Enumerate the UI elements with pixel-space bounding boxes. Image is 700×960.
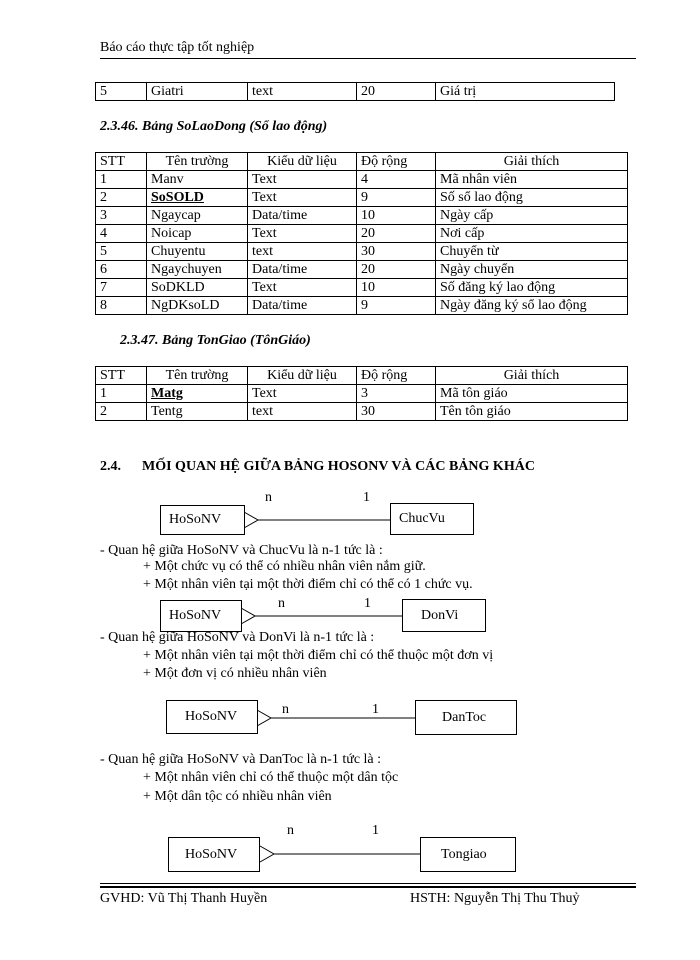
cell: Noicap [147, 225, 248, 243]
relation-bullet: + Một nhân viên tại một thời điểm chỉ có thể thuộc một đơn vị [143, 648, 494, 663]
relation-bullet: + Một đơn vị có nhiều nhân viên [143, 666, 327, 681]
cell: 9 [357, 189, 436, 207]
footer-student: HSTH: Nguyễn Thị Thu Thuỷ [410, 891, 580, 906]
cell: Text [248, 225, 357, 243]
cell: 30 [357, 403, 436, 421]
cell: Giatri [147, 83, 248, 101]
cardinality-1: 1 [363, 490, 370, 505]
page-header-title: Báo cáo thực tập tốt nghiệp [100, 40, 255, 55]
cell: Chuyển từ [436, 243, 628, 261]
cell: Số sổ lao động [436, 189, 628, 207]
cell: Data/time [248, 297, 357, 315]
cell: Giá trị [436, 83, 615, 101]
cardinality-1: 1 [372, 702, 379, 717]
primary-key-field: Matg [151, 386, 183, 401]
cardinality-1: 1 [372, 823, 379, 838]
column-header: Giải thích [436, 153, 628, 171]
cell: Ngaycap [147, 207, 248, 225]
cell: Tên tôn giáo [436, 403, 628, 421]
cell: Mã nhân viên [436, 171, 628, 189]
cell: Manv [147, 171, 248, 189]
cell: Tentg [147, 403, 248, 421]
column-header: STT [96, 367, 147, 385]
entity-box-donvi: DonVi [402, 599, 486, 632]
entity-box-hosonv: HoSoNV [160, 600, 242, 632]
cell: Ngày cấp [436, 207, 628, 225]
relation-description: - Quan hệ giữa HoSoNV và DonVi là n-1 tức là : [100, 630, 375, 645]
cell: Text [248, 189, 357, 207]
relation-bullet: + Một nhân viên chỉ có thể thuộc một dân tộc [143, 770, 399, 785]
cell: Ngaychuyen [147, 261, 248, 279]
entity-box-hosonv: HoSoNV [160, 505, 245, 535]
cell: NgDKsoLD [147, 297, 248, 315]
relation-description: - Quan hệ giữa HoSoNV và DanToc là n-1 tức là : [100, 752, 382, 767]
crowfoot-icon [241, 608, 255, 624]
crowfoot-icon [260, 846, 274, 862]
cell: Số đăng ký lao động [436, 279, 628, 297]
column-header: Kiểu dữ liệu [248, 367, 357, 385]
entity-box-tongiao: Tongiao [420, 837, 516, 872]
section-heading-solaodong: 2.3.46. Bảng SoLaoDong (Sổ lao động) [100, 119, 328, 134]
cell: Data/time [248, 207, 357, 225]
cell: 9 [357, 297, 436, 315]
cardinality-n: n [287, 823, 294, 838]
cell: 10 [357, 279, 436, 297]
entity-box-hosonv: HoSoNV [166, 700, 258, 734]
entity-box-dantoc: DanToc [415, 700, 517, 735]
cell: 3 [96, 207, 147, 225]
footer-rule-bottom [100, 886, 636, 888]
primary-key-field: SoSOLD [151, 190, 204, 205]
cell: Nơi cấp [436, 225, 628, 243]
column-header: Độ rộng [357, 153, 436, 171]
cell: text [248, 403, 357, 421]
cell: 10 [357, 207, 436, 225]
column-header: Giải thích [436, 367, 628, 385]
cell: Mã tôn giáo [436, 385, 628, 403]
cell: 4 [96, 225, 147, 243]
cell: Text [248, 385, 357, 403]
cell: 20 [357, 225, 436, 243]
cell: 1 [96, 171, 147, 189]
entity-box-hosonv: HoSoNV [168, 837, 260, 872]
cell: 5 [96, 243, 147, 261]
cell: 1 [96, 385, 147, 403]
relation-bullet: + Một chức vụ có thể có nhiều nhân viên nắm giữ. [143, 559, 426, 574]
crowfoot-icon [244, 512, 258, 528]
cell: 5 [96, 83, 147, 101]
cell: text [248, 243, 357, 261]
column-header: Tên trường [147, 153, 248, 171]
relation-bullet: + Một dân tộc có nhiều nhân viên [143, 789, 332, 804]
cell: 8 [96, 297, 147, 315]
cell: 30 [357, 243, 436, 261]
cell: 2 [96, 189, 147, 207]
cell: 6 [96, 261, 147, 279]
cell: Text [248, 171, 357, 189]
footer-rule-top [100, 883, 636, 884]
crowfoot-icon [257, 710, 271, 726]
cell: Text [248, 279, 357, 297]
column-header: Tên trường [147, 367, 248, 385]
cardinality-n: n [278, 596, 285, 611]
cardinality-1: 1 [364, 596, 371, 611]
cell: Ngày đăng ký sổ lao động [436, 297, 628, 315]
column-header: Độ rộng [357, 367, 436, 385]
column-header: Kiểu dữ liệu [248, 153, 357, 171]
cell: Chuyentu [147, 243, 248, 261]
cell: 3 [357, 385, 436, 403]
section-heading-tongiao: 2.3.47. Bảng TonGiao (TônGiáo) [120, 333, 311, 348]
cardinality-n: n [282, 702, 289, 717]
cell: text [248, 83, 357, 101]
relation-bullet: + Một nhân viên tại một thời điểm chỉ có thể có 1 chức vụ. [143, 577, 473, 592]
section-heading-number: 2.4. [100, 459, 121, 474]
relation-description: - Quan hệ giữa HoSoNV và ChucVu là n-1 tức là : [100, 543, 383, 558]
cell: Data/time [248, 261, 357, 279]
cell: 20 [357, 83, 436, 101]
column-header: STT [96, 153, 147, 171]
cell: 2 [96, 403, 147, 421]
cell: Ngày chuyển [436, 261, 628, 279]
cardinality-n: n [265, 490, 272, 505]
cell: SoDKLD [147, 279, 248, 297]
cell: 20 [357, 261, 436, 279]
section-heading-relations: MỐI QUAN HỆ GIỮA BẢNG HOSONV VÀ CÁC BẢNG KHÁC [142, 459, 535, 474]
cell: 4 [357, 171, 436, 189]
cell: 7 [96, 279, 147, 297]
footer-supervisor: GVHD: Vũ Thị Thanh Huyền [100, 891, 268, 906]
entity-box-chucvu: ChucVu [390, 503, 474, 535]
